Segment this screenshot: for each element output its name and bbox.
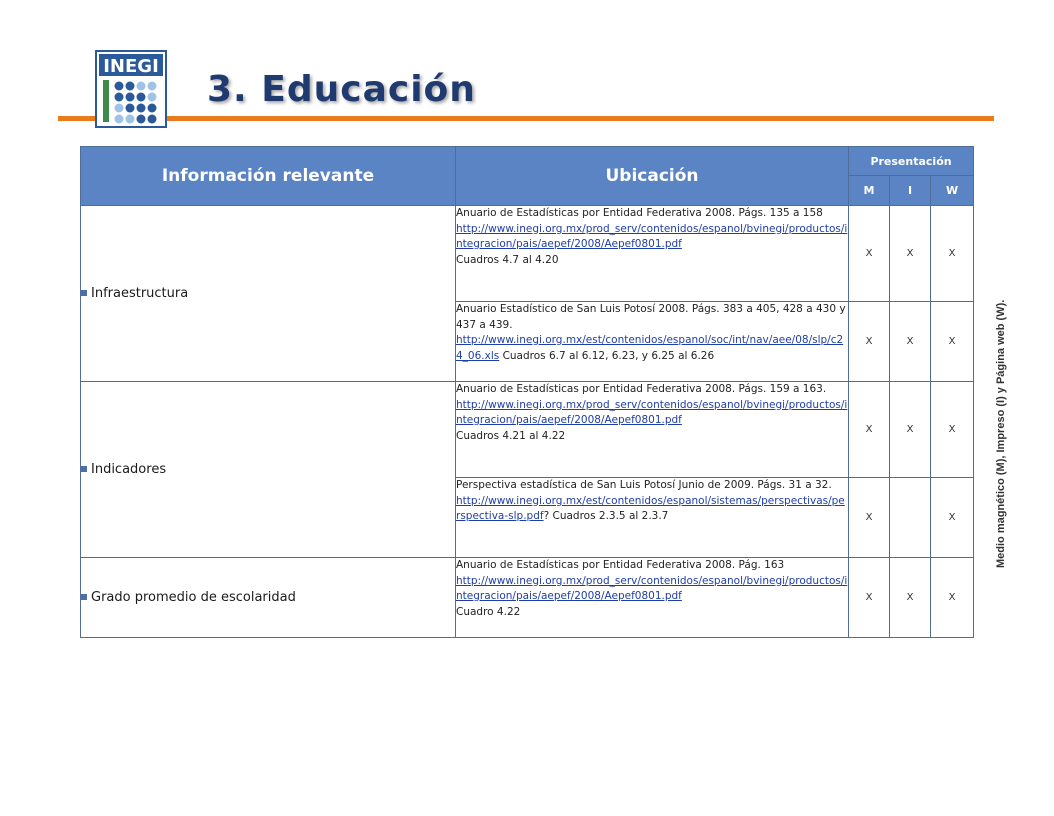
header-w: W [931,176,974,206]
mark-w: X [931,558,974,638]
header-presentacion: Presentación [849,147,974,176]
bullet-icon [81,290,87,296]
mark-i [890,478,931,558]
tables-text: ? Cuadros 2.3.5 al 2.3.7 [543,510,669,522]
mark-m: X [849,206,890,302]
topic-label: Infraestructura [91,286,189,301]
tables-text: Cuadros 4.7 al 4.20 [456,253,559,266]
source-link[interactable]: http://www.inegi.org.mx/prod_serv/contenidos/espanol/bvinegi/productos/integracion/pais/aepef/2008/Aepef0801.pdf [456,574,848,602]
inegi-logo [95,50,167,128]
topic-indicadores [81,382,456,558]
mark-m: X [849,302,890,382]
source-link[interactable]: http://www.inegi.org.mx/est/contenidos/espanol/soc/int/nav/aee/08/slp/c24_06.xls [456,334,844,362]
mark-i: X [890,558,931,638]
page-title: 3. Educación [207,69,476,110]
location-cell [456,558,849,638]
tables-text: Cuadros 6.7 al 6.12, 6.23, y 6.25 al 6.26 [499,349,715,362]
header-i: I [890,176,931,206]
source-link[interactable]: http://www.inegi.org.mx/prod_serv/contenidos/espanol/bvinegi/productos/integracion/pais/aepef/2008/Aepef0801.pdf [456,222,848,250]
location-cell [456,206,849,302]
location-cell [456,382,849,478]
mark-w: X [931,206,974,302]
header-ubicacion: Ubicación [456,147,849,206]
source-text: Anuario de Estadísticas por Entidad Federativa 2008. Págs. 159 a 163. [456,383,827,395]
tables-text: Cuadro 4.22 [456,605,521,618]
header-m: M [849,176,890,206]
education-table [80,146,974,638]
source-text: Anuario Estadístico de San Luis Potosí 2008. Págs. 383 a 405, 428 a 430 y 437 a 439. [456,303,846,331]
side-note: Medio magnético (M), Impreso (I) y Página web (W). [995,299,1007,568]
tables-text: Cuadros 4.21 al 4.22 [456,429,566,442]
mark-m: X [849,382,890,478]
mark-w: X [931,382,974,478]
mark-i: X [890,206,931,302]
bullet-icon [81,594,87,600]
mark-i: X [890,382,931,478]
source-link[interactable]: http://www.inegi.org.mx/est/contenidos/espanol/sistemas/perspectivas/perspectiva-slp.pdf [456,494,845,522]
svg-text:INEGI: INEGI [103,56,159,77]
source-link[interactable]: http://www.inegi.org.mx/prod_serv/contenidos/espanol/bvinegi/productos/integracion/pais/aepef/2008/Aepef0801.pdf [456,398,848,426]
mark-w: X [931,478,974,558]
mark-m: X [849,558,890,638]
source-text: Perspectiva estadística de San Luis Potosí Junio de 2009. Págs. 31 a 32. [456,479,832,491]
location-cell [456,302,849,382]
source-text: Anuario de Estadísticas por Entidad Federativa 2008. Págs. 135 a 158 [456,207,823,219]
location-cell [456,478,849,558]
topic-infraestructura [81,206,456,382]
topic-grado-promedio [81,558,456,638]
header-rule [58,116,994,121]
topic-label: Grado promedio de escolaridad [91,590,296,605]
bullet-icon [81,466,87,472]
mark-w: X [931,302,974,382]
header-info-relevante: Información relevante [81,147,456,206]
source-text: Anuario de Estadísticas por Entidad Federativa 2008. Pág. 163 [456,559,785,571]
topic-label: Indicadores [91,462,167,477]
mark-i: X [890,302,931,382]
mark-m: X [849,478,890,558]
